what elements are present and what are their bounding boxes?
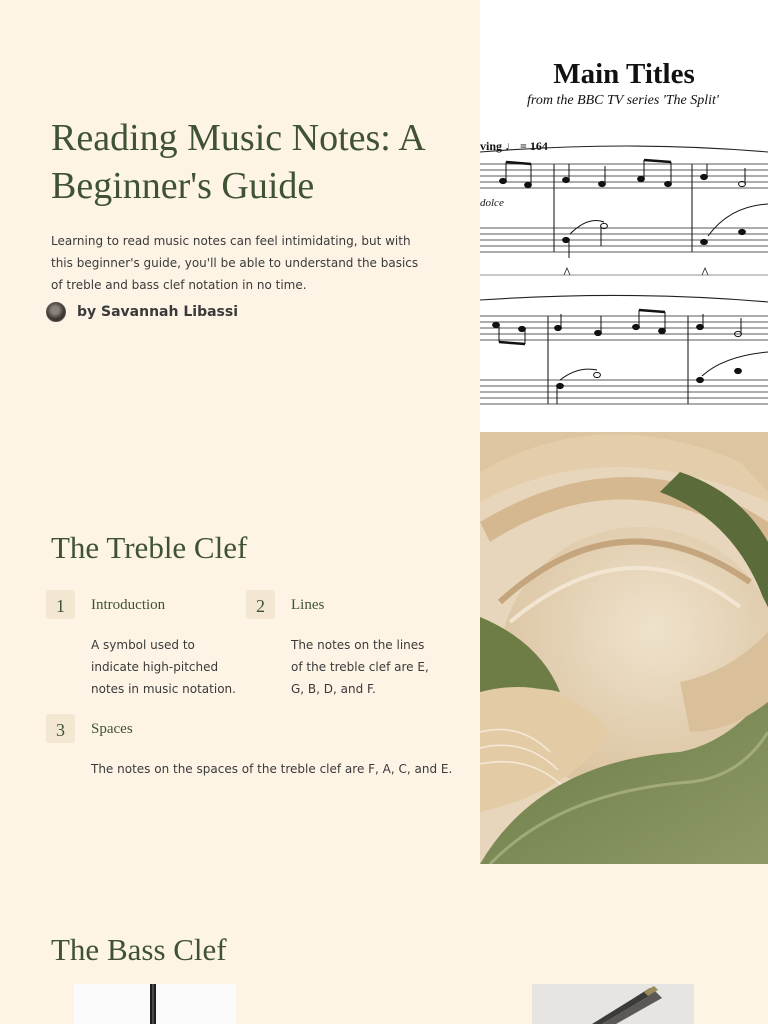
step-body: The notes on the lines of the treble clef are E, G, B, D, and F. bbox=[291, 638, 429, 696]
sheet-music-subtitle: from the BBC TV series 'The Split' bbox=[527, 93, 719, 108]
author-name: by Savannah Libassi bbox=[77, 304, 238, 320]
step-number: 2 bbox=[246, 590, 275, 619]
avatar bbox=[46, 302, 66, 322]
step-title: Introduction bbox=[91, 597, 166, 613]
page-title: Reading Music Notes: A Beginner's Guide bbox=[51, 117, 424, 207]
step-number: 3 bbox=[46, 714, 75, 743]
staff-lines bbox=[480, 146, 768, 404]
step-body: A symbol used to indicate high-pitched notes in music notation. bbox=[91, 638, 236, 696]
sheet-music-tempo: ving ♩ = 164 bbox=[480, 139, 548, 153]
step-title: Spaces bbox=[91, 721, 133, 737]
sheet-music-image bbox=[480, 0, 768, 432]
hero-description: Learning to read music notes can feel intimidating, but with this beginner's guide, you'll be able to understand the basics of treble and bass clef notation in no time. bbox=[51, 234, 419, 292]
sheet-music-title: Main Titles bbox=[553, 58, 695, 90]
piano-photo bbox=[532, 984, 694, 1024]
sheet-music-expression: dolce bbox=[480, 197, 504, 209]
notes bbox=[493, 160, 768, 404]
author-byline bbox=[46, 302, 238, 322]
bass-clef-heading: The Bass Clef bbox=[51, 932, 227, 967]
treble-clef-heading: The Treble Clef bbox=[51, 530, 248, 565]
step-body: The notes on the spaces of the treble clef are F, A, C, and E. bbox=[91, 762, 453, 776]
abstract-art-image bbox=[480, 432, 768, 864]
guitar-photo bbox=[74, 984, 236, 1024]
step-number: 1 bbox=[46, 590, 75, 619]
step-title: Lines bbox=[291, 597, 325, 613]
